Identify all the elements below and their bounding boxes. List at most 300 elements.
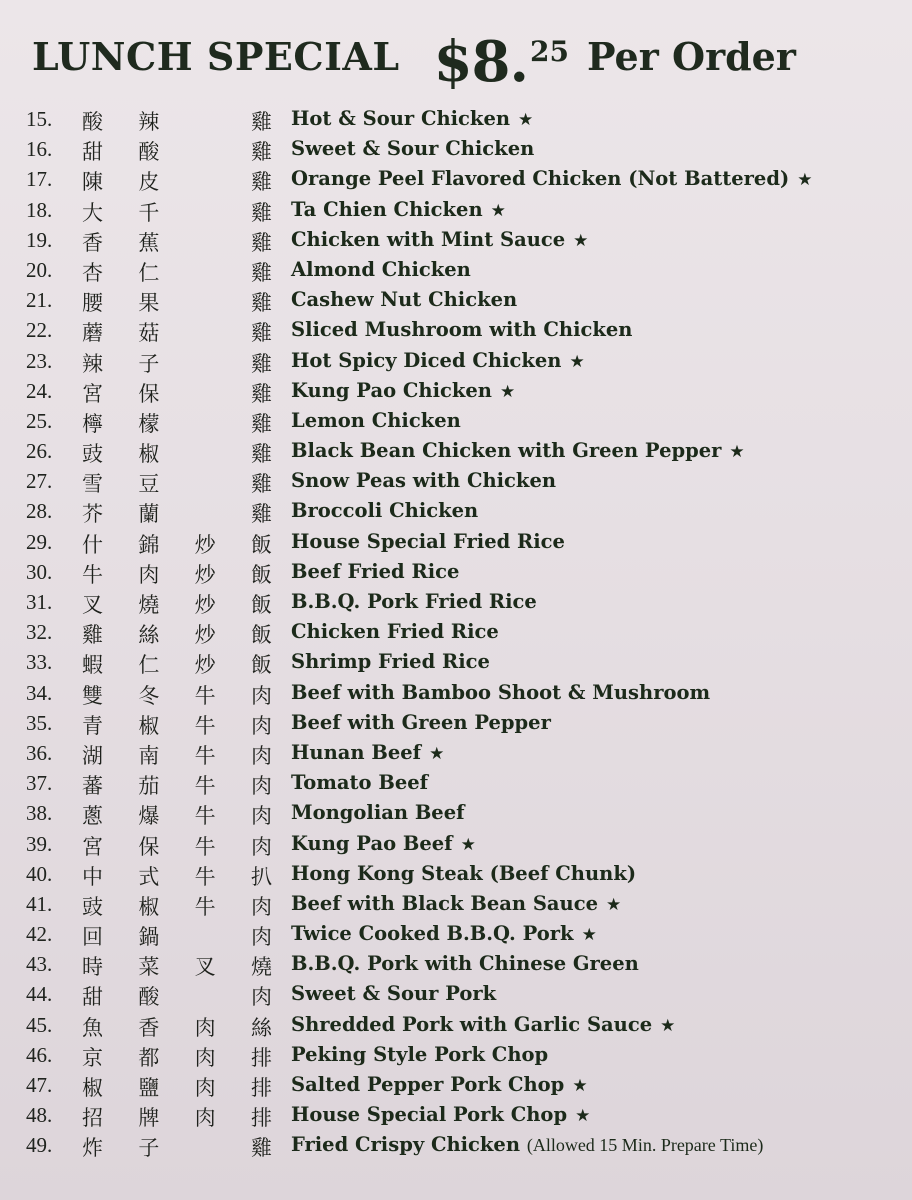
item-number: 16. <box>26 137 53 162</box>
chinese-character: 牛 <box>194 804 216 829</box>
menu-item <box>0 315 912 345</box>
chinese-character: 雙 <box>82 683 103 708</box>
item-number: 44. <box>26 982 53 1007</box>
item-number: 29. <box>26 529 53 554</box>
per-order-label: Per Order <box>587 34 796 79</box>
spicy-star-icon: ★ <box>429 743 445 764</box>
menu-item <box>0 527 912 557</box>
item-chinese-name <box>82 227 272 257</box>
chinese-character: 蘭 <box>138 502 160 527</box>
item-number: 37. <box>26 771 53 796</box>
chinese-character: 陳 <box>82 170 103 195</box>
item-english-text: Sweet & Sour Pork <box>291 982 497 1006</box>
item-chinese-name <box>82 981 272 1011</box>
item-english-name <box>291 832 476 855</box>
chinese-character: 蕉 <box>138 230 160 255</box>
item-chinese-name <box>82 136 272 166</box>
item-english-name <box>291 650 490 673</box>
chinese-character: 杏 <box>82 260 103 285</box>
item-number: 31. <box>26 590 53 614</box>
chinese-character: 豉 <box>82 894 103 919</box>
item-chinese-name <box>82 287 272 317</box>
chinese-character: 飯 <box>250 532 272 557</box>
chinese-character: 肉 <box>250 925 272 950</box>
chinese-character: 香 <box>138 1015 160 1040</box>
menu-item <box>0 1010 912 1040</box>
chinese-character: 肉 <box>194 1015 216 1040</box>
item-english-name <box>291 499 478 522</box>
item-number: 41. <box>26 891 53 916</box>
item-chinese-name <box>82 317 272 347</box>
item-chinese-name <box>82 559 272 589</box>
item-english-text: Twice Cooked B.B.Q. Pork <box>291 922 574 946</box>
chinese-character: 雞 <box>250 200 272 225</box>
spicy-star-icon: ★ <box>581 925 597 946</box>
menu-item <box>0 285 912 315</box>
chinese-character: 雞 <box>250 502 272 527</box>
menu-item <box>0 225 912 255</box>
chinese-character: 炒 <box>194 562 216 587</box>
item-english-name <box>291 952 639 975</box>
item-english-text: Hong Kong Steak (Beef Chunk) <box>291 861 637 885</box>
item-english-name <box>291 167 812 190</box>
spicy-star-icon: ★ <box>518 110 534 130</box>
item-number: 47. <box>26 1073 53 1097</box>
chinese-character: 鹽 <box>138 1076 160 1100</box>
item-number: 43. <box>26 952 53 977</box>
item-english-name <box>291 892 621 915</box>
item-number: 20. <box>26 257 53 282</box>
item-english-name <box>291 801 465 824</box>
chinese-character: 式 <box>138 864 160 889</box>
menu-item <box>0 134 912 164</box>
menu-item <box>0 406 912 436</box>
item-english-name <box>291 258 471 281</box>
chinese-character: 牛 <box>194 864 216 889</box>
item-number: 45. <box>26 1012 53 1037</box>
chinese-character: 檸 <box>82 411 103 436</box>
chinese-character: 炸 <box>82 1136 103 1161</box>
item-english-text: Hot & Sour Chicken <box>291 107 511 130</box>
item-chinese-name <box>82 197 272 227</box>
item-english-text: Broccoli Chicken <box>291 499 479 523</box>
item-number: 39. <box>26 831 53 856</box>
chinese-character: 肉 <box>250 894 272 919</box>
chinese-character: 牛 <box>194 774 216 799</box>
chinese-character: 香 <box>82 230 103 255</box>
menu-item <box>0 768 912 798</box>
item-english-text: Tomato Beef <box>291 771 429 795</box>
item-chinese-name <box>82 468 272 498</box>
chinese-character: 肉 <box>250 774 272 799</box>
item-english-name <box>291 681 710 704</box>
item-english-name <box>291 741 444 764</box>
chinese-character: 爆 <box>138 804 160 829</box>
chinese-character: 飯 <box>250 653 272 678</box>
chinese-character: 千 <box>138 200 160 225</box>
item-english-text: Beef with Green Pepper <box>291 710 551 734</box>
item-chinese-name <box>82 951 272 981</box>
chinese-character: 都 <box>138 1045 160 1070</box>
chinese-character: 子 <box>138 351 160 376</box>
item-chinese-name <box>82 1102 272 1132</box>
spicy-star-icon: ★ <box>606 894 622 915</box>
item-english-text: Mongolian Beef <box>291 801 465 825</box>
item-english-text: Hot Spicy Diced Chicken <box>291 348 562 372</box>
chinese-character: 甜 <box>82 140 103 165</box>
chinese-character: 肉 <box>250 713 272 738</box>
item-english-text: Kung Pao Beef <box>291 831 453 855</box>
item-chinese-name <box>82 649 272 679</box>
chinese-character: 牛 <box>194 894 216 919</box>
chinese-character: 仁 <box>138 260 160 285</box>
chinese-character: 蝦 <box>82 653 103 678</box>
chinese-character: 蔥 <box>82 804 103 829</box>
item-english-name <box>291 862 636 885</box>
chinese-character: 雞 <box>250 1136 272 1161</box>
price-dollars: $8. <box>433 29 529 95</box>
chinese-character: 肉 <box>250 683 272 708</box>
item-english-text: House Special Fried Rice <box>291 529 565 553</box>
menu-item <box>0 195 912 225</box>
chinese-character: 雞 <box>250 351 272 376</box>
spicy-star-icon: ★ <box>729 442 745 463</box>
chinese-character: 椒 <box>82 1076 103 1100</box>
item-english-text: Kung Pao Chicken <box>291 378 492 402</box>
menu-item-list <box>0 104 912 1161</box>
item-chinese-name <box>82 921 272 951</box>
chinese-character: 青 <box>82 713 103 738</box>
menu-item <box>0 617 912 647</box>
spicy-star-icon: ★ <box>573 230 589 251</box>
item-chinese-name <box>82 166 272 196</box>
item-chinese-name <box>82 891 272 921</box>
menu-item <box>0 1070 912 1100</box>
menu-header <box>32 18 796 95</box>
item-english-name <box>291 439 745 462</box>
menu-item <box>0 1040 912 1070</box>
menu-item <box>0 949 912 979</box>
chinese-character: 保 <box>138 834 160 859</box>
menu-item <box>0 829 912 859</box>
chinese-character: 皮 <box>138 170 160 195</box>
menu-item <box>0 708 912 738</box>
item-english-text: Fried Crispy Chicken <box>291 1133 521 1157</box>
item-number: 26. <box>26 439 53 464</box>
chinese-character: 雞 <box>250 140 272 165</box>
menu-item <box>0 919 912 949</box>
chinese-character: 錦 <box>138 532 160 557</box>
chinese-character: 排 <box>250 1076 272 1100</box>
menu-item <box>0 557 912 587</box>
spicy-star-icon: ★ <box>797 170 813 191</box>
chinese-character: 炒 <box>194 593 216 617</box>
chinese-character: 宮 <box>82 834 103 859</box>
item-chinese-name <box>82 680 272 710</box>
chinese-character: 南 <box>138 743 160 768</box>
item-english-name <box>291 1043 548 1066</box>
chinese-character: 椒 <box>138 442 160 467</box>
chinese-character: 豉 <box>82 442 103 467</box>
menu-item <box>0 738 912 768</box>
menu-item <box>0 255 912 285</box>
item-english-name <box>291 137 534 160</box>
price <box>433 29 569 95</box>
menu-title: LUNCH SPECIAL <box>32 34 400 79</box>
chinese-character: 牛 <box>194 743 216 768</box>
item-english-name <box>291 560 459 583</box>
item-english-text: Shrimp Fried Rice <box>291 650 490 674</box>
chinese-character: 絲 <box>138 623 160 648</box>
chinese-character: 仁 <box>138 653 160 678</box>
item-number: 24. <box>26 378 53 403</box>
chinese-character: 冬 <box>138 683 160 708</box>
chinese-character: 時 <box>82 955 103 980</box>
chinese-character: 回 <box>82 925 103 950</box>
item-english-text: Chicken with Mint Sauce <box>291 227 566 251</box>
item-number: 17. <box>26 167 53 192</box>
item-number: 46. <box>26 1042 53 1067</box>
item-number: 38. <box>26 801 53 826</box>
item-number: 49. <box>26 1133 53 1158</box>
chinese-character: 酸 <box>82 110 103 134</box>
chinese-character: 雞 <box>250 381 272 406</box>
item-number: 23. <box>26 348 53 373</box>
item-number: 22. <box>26 318 53 343</box>
item-english-text: B.B.Q. Pork with Chinese Green <box>291 952 639 976</box>
item-number: 36. <box>26 740 53 765</box>
chinese-character: 雞 <box>82 623 103 648</box>
item-english-name <box>291 288 517 311</box>
item-english-name <box>291 1103 590 1126</box>
chinese-character: 芥 <box>82 502 103 527</box>
item-number: 33. <box>26 650 53 675</box>
chinese-character: 燒 <box>250 955 272 980</box>
chinese-character: 雞 <box>250 321 272 346</box>
chinese-character: 雞 <box>250 442 272 467</box>
chinese-character: 鍋 <box>138 925 160 950</box>
chinese-character: 蕃 <box>82 774 103 799</box>
chinese-character: 宮 <box>82 381 103 406</box>
item-english-text: House Special Pork Chop <box>291 1103 568 1127</box>
item-english-text: Snow Peas with Chicken <box>291 469 557 493</box>
chinese-character: 炒 <box>194 532 216 557</box>
item-english-text: Ta Chien Chicken <box>291 197 483 221</box>
chinese-character: 子 <box>138 1136 160 1161</box>
item-english-name <box>291 228 588 251</box>
chinese-character: 肉 <box>194 1076 216 1100</box>
item-english-text: Lemon Chicken <box>291 408 461 432</box>
item-chinese-name <box>82 348 272 378</box>
menu-item <box>0 1130 912 1160</box>
item-english-name <box>291 1013 675 1036</box>
item-english-name <box>291 530 565 553</box>
item-number: 28. <box>26 499 53 524</box>
chinese-character: 肉 <box>138 562 160 587</box>
chinese-character: 牌 <box>138 1106 160 1131</box>
item-number: 30. <box>26 559 53 584</box>
item-chinese-name <box>82 619 272 649</box>
item-english-text: Orange Peel Flavored Chicken (Not Battered) <box>291 167 790 191</box>
chinese-character: 中 <box>82 864 103 889</box>
chinese-character: 保 <box>138 381 160 406</box>
item-english-name <box>291 922 597 945</box>
chinese-character: 牛 <box>194 834 216 859</box>
item-chinese-name <box>82 589 272 619</box>
chinese-character: 菜 <box>138 955 160 980</box>
spicy-star-icon: ★ <box>575 1106 591 1127</box>
item-english-name <box>291 1073 588 1096</box>
item-number: 48. <box>26 1103 53 1128</box>
chinese-character: 牛 <box>82 562 103 587</box>
item-number: 15. <box>26 107 53 131</box>
spicy-star-icon: ★ <box>460 834 476 855</box>
item-number: 18. <box>26 197 53 222</box>
spicy-star-icon: ★ <box>660 1015 676 1036</box>
chinese-character: 蘑 <box>82 321 103 346</box>
chinese-character: 椒 <box>138 894 160 919</box>
item-chinese-name <box>82 740 272 770</box>
chinese-character: 茄 <box>138 774 160 799</box>
menu-item <box>0 104 912 134</box>
item-chinese-name <box>82 1042 272 1072</box>
item-english-text: Almond Chicken <box>291 257 471 281</box>
item-english-text: Cashew Nut Chicken <box>291 288 518 312</box>
chinese-character: 飯 <box>250 562 272 587</box>
chinese-character: 牛 <box>194 713 216 738</box>
chinese-character: 肉 <box>250 985 272 1010</box>
menu-item <box>0 979 912 1009</box>
menu-item <box>0 859 912 889</box>
item-english-text: Beef with Bamboo Shoot & Mushroom <box>291 680 711 704</box>
chinese-character: 排 <box>250 1045 272 1070</box>
item-english-text: Sweet & Sour Chicken <box>291 137 535 161</box>
chinese-character: 雞 <box>250 260 272 285</box>
chinese-character: 肉 <box>194 1045 216 1070</box>
item-english-text: Black Bean Chicken with Green Pepper <box>291 439 722 463</box>
chinese-character: 酸 <box>138 985 160 1010</box>
chinese-character: 叉 <box>194 955 216 980</box>
menu-item <box>0 798 912 828</box>
item-chinese-name <box>82 800 272 830</box>
item-chinese-name <box>82 408 272 438</box>
chinese-character: 魚 <box>82 1015 103 1040</box>
item-english-text: Sliced Mushroom with Chicken <box>291 318 633 342</box>
item-chinese-name <box>82 1072 272 1102</box>
chinese-character: 辣 <box>82 351 103 376</box>
item-english-name <box>291 318 632 341</box>
item-number: 34. <box>26 680 53 705</box>
item-chinese-name <box>82 438 272 468</box>
menu-item <box>0 1100 912 1130</box>
chinese-character: 甜 <box>82 985 103 1010</box>
item-english-text: Shredded Pork with Garlic Sauce <box>291 1012 653 1036</box>
chinese-character: 雞 <box>250 411 272 436</box>
chinese-character: 燒 <box>138 593 160 617</box>
chinese-character: 雞 <box>250 170 272 195</box>
item-english-name <box>291 107 533 130</box>
chinese-character: 飯 <box>250 623 272 648</box>
item-number: 40. <box>26 861 53 886</box>
chinese-character: 大 <box>82 200 103 225</box>
item-chinese-name <box>82 529 272 559</box>
item-note: (Allowed 15 Min. Prepare Time) <box>526 1135 764 1156</box>
item-english-name <box>291 711 551 734</box>
chinese-character: 什 <box>82 532 103 557</box>
item-number: 35. <box>26 710 53 735</box>
item-chinese-name <box>82 861 272 891</box>
chinese-character: 果 <box>138 291 160 316</box>
item-english-text: Salted Pepper Pork Chop <box>291 1073 565 1096</box>
item-number: 32. <box>26 620 53 645</box>
item-number: 25. <box>26 408 53 433</box>
menu-item <box>0 678 912 708</box>
item-english-name <box>291 379 515 402</box>
menu-item <box>0 436 912 466</box>
chinese-character: 京 <box>82 1045 103 1070</box>
chinese-character: 雞 <box>250 472 272 497</box>
chinese-character: 肉 <box>194 1106 216 1131</box>
chinese-character: 肉 <box>250 804 272 829</box>
menu-item <box>0 164 912 194</box>
item-chinese-name <box>82 257 272 287</box>
menu-item <box>0 376 912 406</box>
spicy-star-icon: ★ <box>572 1076 588 1096</box>
chinese-character: 炒 <box>194 653 216 678</box>
chinese-character: 叉 <box>82 593 103 617</box>
item-english-name <box>291 349 585 372</box>
item-english-name <box>291 198 506 221</box>
menu-item <box>0 466 912 496</box>
menu-item <box>0 587 912 617</box>
item-english-name <box>291 620 499 643</box>
item-chinese-name <box>82 498 272 528</box>
item-english-text: Beef Fried Rice <box>291 559 460 583</box>
menu-item <box>0 496 912 526</box>
chinese-character: 雞 <box>250 291 272 316</box>
chinese-character: 辣 <box>138 110 160 134</box>
item-chinese-name <box>82 1132 272 1162</box>
price-cents: 25 <box>530 35 569 68</box>
chinese-character: 飯 <box>250 593 272 617</box>
item-number: 21. <box>26 288 53 313</box>
chinese-character: 雪 <box>82 472 103 497</box>
chinese-character: 肉 <box>250 743 272 768</box>
item-chinese-name <box>82 1012 272 1042</box>
item-number: 42. <box>26 922 53 947</box>
menu-item <box>0 889 912 919</box>
menu-item <box>0 647 912 677</box>
chinese-character: 牛 <box>194 683 216 708</box>
item-english-name <box>291 409 461 432</box>
chinese-character: 雞 <box>250 110 272 134</box>
chinese-character: 腰 <box>82 291 103 316</box>
item-chinese-name <box>82 106 272 136</box>
chinese-character: 雞 <box>250 230 272 255</box>
chinese-character: 炒 <box>194 623 216 648</box>
item-chinese-name <box>82 831 272 861</box>
item-number: 19. <box>26 227 53 252</box>
chinese-character: 絲 <box>250 1015 272 1040</box>
item-chinese-name <box>82 710 272 740</box>
spicy-star-icon: ★ <box>490 200 506 221</box>
item-english-text: Hunan Beef <box>291 740 422 764</box>
chinese-character: 豆 <box>138 472 160 497</box>
chinese-character: 酸 <box>138 140 160 165</box>
item-english-text: Beef with Black Bean Sauce <box>291 891 599 915</box>
item-english-name <box>291 590 537 613</box>
chinese-character: 排 <box>250 1106 272 1131</box>
